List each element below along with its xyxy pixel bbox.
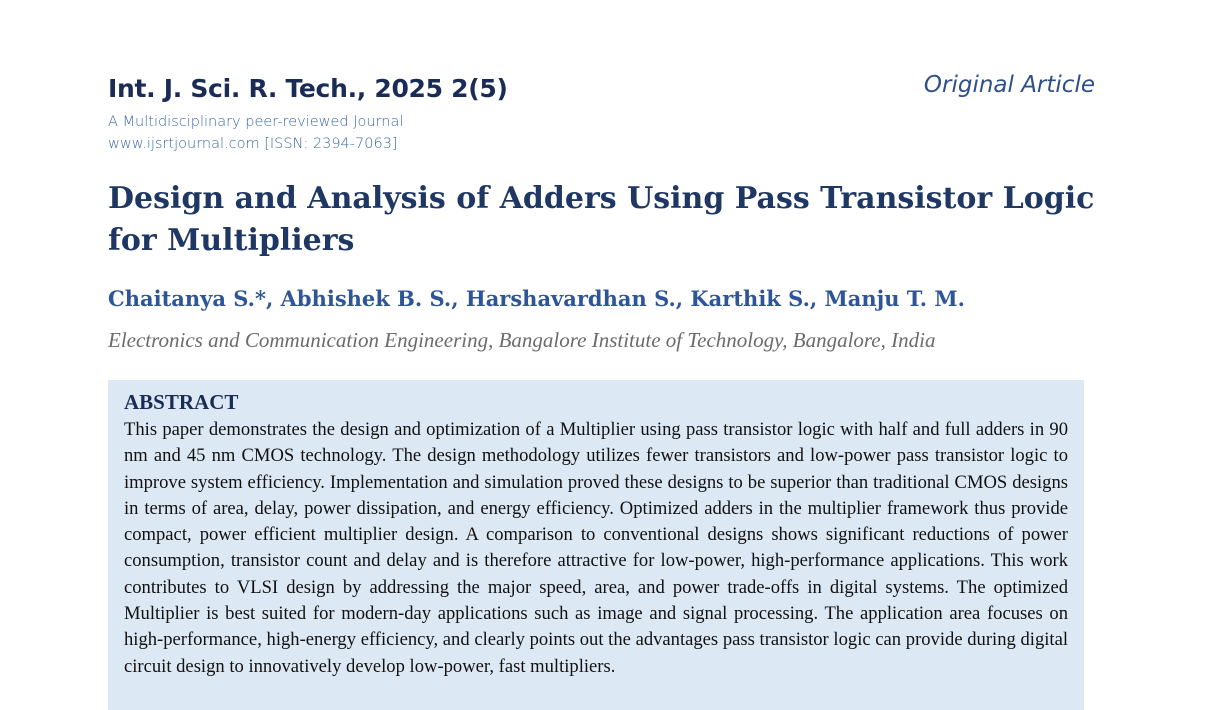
article-type-label: Original Article: [923, 72, 1095, 98]
paper-title: Design and Analysis of Adders Using Pass Transistor Logic for Multipliers: [108, 181, 1095, 258]
journal-title: Int. J. Sci. R. Tech., 2025 2(5): [108, 74, 508, 103]
author-affiliation: Electronics and Communication Engineering, Bangalore Institute of Technology, Bangalore, India: [108, 328, 936, 352]
journal-subtitle: A Multidisciplinary peer-reviewed Journal: [108, 114, 404, 130]
abstract-section: [108, 380, 1084, 710]
abstract-heading: ABSTRACT: [124, 390, 239, 414]
journal-url: www.ijsrtjournal.com [ISSN: 2394-7063]: [108, 136, 398, 152]
abstract-body: This paper demonstrates the design and optimization of a Multiplier using pass transistor logic with half and full adders in 90 nm and 45 nm CMOS technology. The design methodology utilizes fewer transistors and low-power pass transistor logic to improve system efficiency. Implementation and simulation proved these designs to be superior than traditional CMOS designs in terms of area, delay, power dissipation, and energy efficiency. Optimized adders in the multiplier framework thus provide compact, power efficient multiplier design. A comparison to conventional designs shows significant reductions of power consumption, transistor count and delay and is therefore attractive for low-power, high-performance applications. This work contributes to VLSI design by addressing the major speed, area, and power trade-offs in digital systems. The optimized Multiplier is best suited for modern-day applications such as image and signal processing. The application area focuses on high-performance, high-energy efficiency, and clearly points out the advantages pass transistor logic can provide during digital circuit design to innovatively develop low-power, fast multipliers.: [124, 419, 1068, 677]
author-list: Chaitanya S.*, Abhishek B. S., Harshavardhan S., Karthik S., Manju T. M.: [108, 286, 965, 311]
